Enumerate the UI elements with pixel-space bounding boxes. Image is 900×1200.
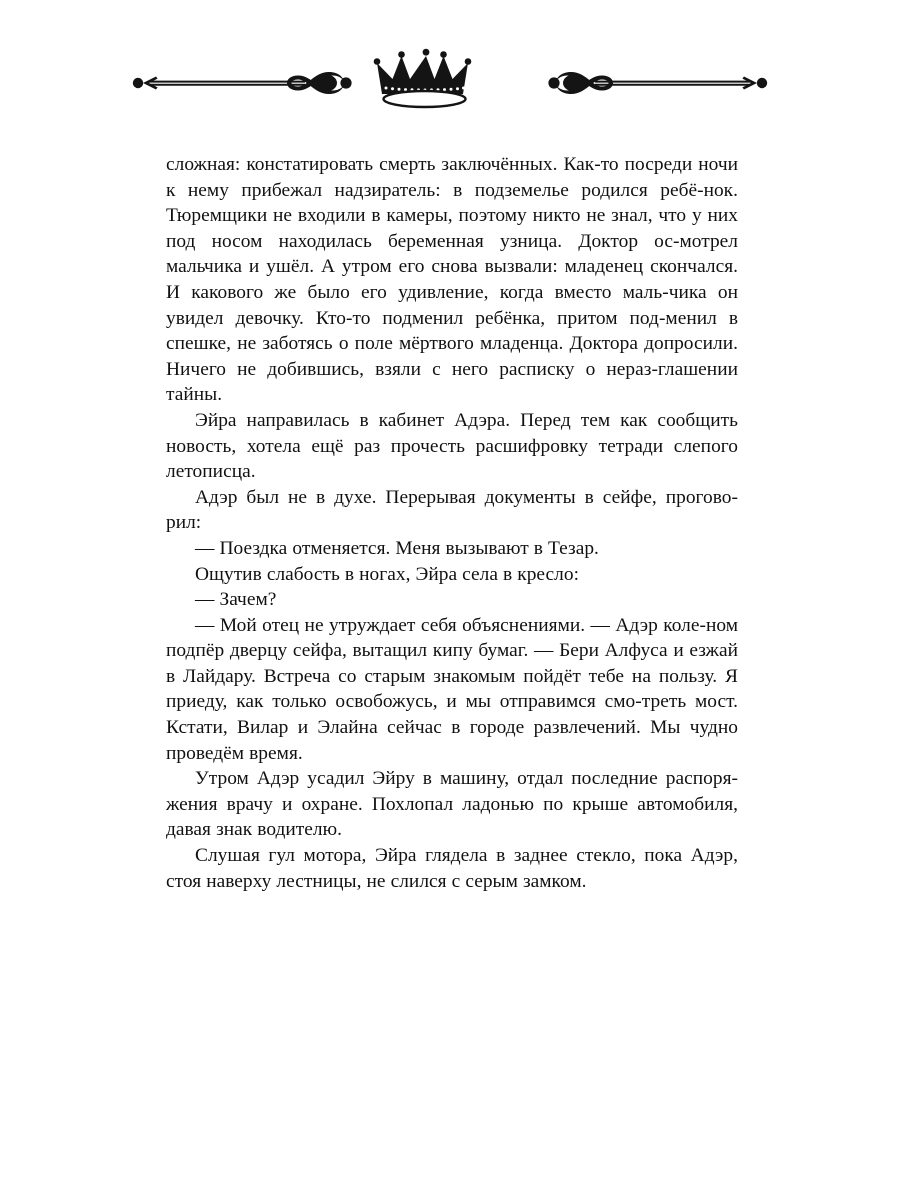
right-dot-finial — [757, 78, 767, 88]
right-rule-upper — [595, 81, 751, 83]
crown-finial-5 — [465, 58, 472, 65]
left-knot-blob — [315, 75, 337, 92]
left-splay — [143, 77, 158, 90]
right-rule-lower — [595, 84, 751, 86]
left-knot-flourish — [287, 72, 352, 94]
right-rule — [595, 77, 767, 90]
paragraph: сложная: констатировать смерть заключённых. Как-то посреди ночи к нему прибежал надзиратель: в подземелье родился ребё-нок. Тюремщики не входили в камеры, поэтому никто не знал, что у них под носом находилась беременная узница. Доктор ос-мотрел мальчика и ушёл. А утром его снова вызвали: младенец скончался. И какового же было его удивление, когда вместо маль-чика он увидел девочку. Кто-то подменил ребёнка, притом под-менил в спешке, не заботясь о поле мёртвого младенца. Доктора допросили. Ничего не добившись, взяли с него расписку о нераз-глашении тайны. — [166, 154, 738, 406]
crown-finial-2 — [398, 51, 405, 58]
right-knot-flourish — [548, 72, 613, 94]
ornament-left-rule — [133, 77, 305, 90]
crown-base-ring — [384, 91, 466, 107]
left-rule-lower — [149, 84, 305, 86]
paragraph: Адэр был не в духе. Перерывая документы в сейфе, прогово-рил: — [166, 486, 738, 534]
body-text-block — [166, 152, 738, 894]
ornament-graphic — [130, 47, 770, 119]
paragraph-dialogue: — Поездка отменяется. Меня вызывают в Тезар. — [195, 537, 599, 559]
crown-finial-4 — [440, 51, 447, 58]
paragraph-dialogue: — Зачем? — [195, 589, 277, 611]
crown-finial-1 — [374, 58, 381, 65]
paragraph: Утром Адэр усадил Эйру в машину, отдал последние распоря-жения врачу и охране. Похлопал ладонью по крыше автомобиля, давая знак водителю. — [166, 768, 738, 841]
crown-spikes — [377, 56, 468, 94]
paragraph: Ощутив слабость в ногах, Эйра села в кресло: — [195, 563, 579, 585]
paragraph: Слушая гул мотора, Эйра глядела в заднее стекло, пока Адэр, стоя наверху лестницы, не слился с серым замком. — [166, 845, 738, 892]
paragraph: Эйра направилась в кабинет Адэра. Перед тем как сообщить новость, хотела ещё раз прочесть расшифровку тетради слепого летописца. — [166, 409, 738, 483]
right-knot-blob — [563, 75, 585, 92]
right-knot-dot — [548, 77, 559, 88]
left-rule-upper — [149, 81, 305, 83]
paragraph-dialogue: — Мой отец не утруждает себя объяснениями. — Адэр коле-ном подпёр дверцу сейфа, вытащил кипу бумаг. — Бери Алфуса и езжай в Лайдару. Встреча со старым знакомым пойдёт тебе на пользу. Я приеду, как только освобожусь, и мы отправимся смо-треть мост. Кстати, Вилар и Элайна сейчас в городе развлечений. Мы чудно проведём время. — [166, 614, 738, 764]
crown-divider-ornament — [0, 44, 900, 122]
left-knot-dot — [340, 77, 351, 88]
right-splay — [742, 77, 757, 90]
crown-finial-3 — [423, 49, 430, 56]
left-dot-finial — [133, 78, 143, 88]
crown-icon — [374, 49, 472, 107]
